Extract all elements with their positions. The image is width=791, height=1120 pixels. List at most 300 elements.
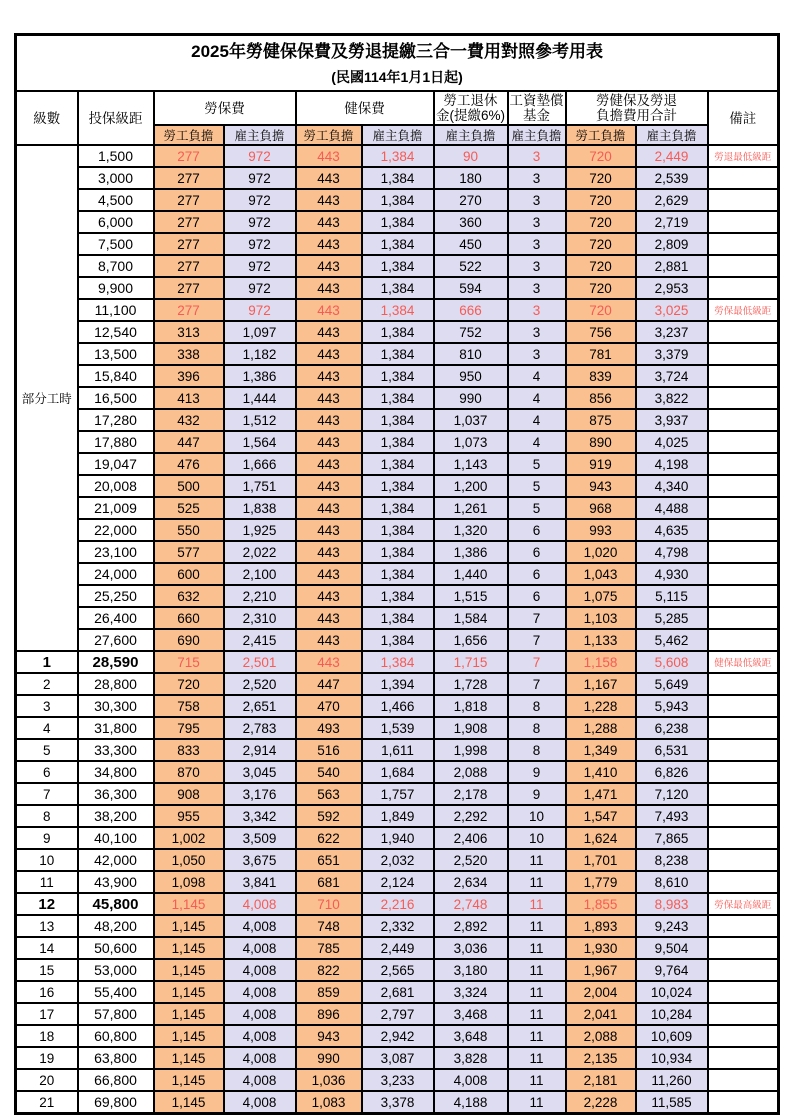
cell-pension-employer: 2,292 [434,805,508,827]
table-header [16,35,779,146]
cell-health-employer: 1,384 [362,299,434,321]
cell-labor-employer: 972 [224,233,296,255]
cell-bracket: 28,590 [78,651,154,673]
cell-total-employee: 720 [566,233,636,255]
cell-fund-employer: 4 [508,365,566,387]
cell-health-employee: 710 [296,893,362,915]
cell-labor-employee: 338 [154,343,224,365]
cell-remark [708,211,779,233]
cell-health-employer: 1,466 [362,695,434,717]
fee-table-sheet [14,33,777,1115]
cell-labor-employee: 758 [154,695,224,717]
cell-pension-employer: 180 [434,167,508,189]
cell-remark [708,233,779,255]
cell-pension-employer: 2,520 [434,849,508,871]
cell-labor-employee: 1,098 [154,871,224,893]
table-row [16,827,779,849]
cell-health-employer: 1,384 [362,211,434,233]
cell-labor-employee: 277 [154,233,224,255]
title-row [16,35,779,92]
cell-labor-employee: 550 [154,519,224,541]
cell-labor-employer: 3,176 [224,783,296,805]
cell-pension-employer: 1,998 [434,739,508,761]
cell-health-employer: 1,384 [362,387,434,409]
cell-health-employee: 443 [296,607,362,629]
cell-total-employer: 8,610 [636,871,708,893]
cell-total-employee: 839 [566,365,636,387]
cell-total-employer: 11,260 [636,1069,708,1091]
cell-pension-employer: 1,200 [434,475,508,497]
cell-labor-employee: 413 [154,387,224,409]
cell-bracket: 9,900 [78,277,154,299]
cell-bracket: 15,840 [78,365,154,387]
cell-health-employer: 1,539 [362,717,434,739]
cell-health-employer: 1,384 [362,321,434,343]
cell-remark [708,981,779,1003]
cell-health-employee: 443 [296,519,362,541]
table-row [16,189,779,211]
cell-health-employee: 443 [296,497,362,519]
cell-bracket: 26,400 [78,607,154,629]
table-row [16,519,779,541]
subheader-total-employer: 雇主負擔 [636,125,708,145]
cell-remark [708,387,779,409]
table-body [16,145,779,1114]
cell-health-employee: 443 [296,255,362,277]
cell-health-employer: 1,849 [362,805,434,827]
cell-labor-employer: 3,509 [224,827,296,849]
cell-health-employer: 1,384 [362,277,434,299]
table-row [16,321,779,343]
cell-pension-employer: 450 [434,233,508,255]
header-row-groups [16,91,779,125]
cell-health-employer: 2,681 [362,981,434,1003]
cell-health-employee: 1,083 [296,1091,362,1114]
subheader-labor-employer: 雇主負擔 [224,125,296,145]
cell-health-employer: 1,384 [362,145,434,167]
cell-remark [708,255,779,277]
col-header-level: 級數 [16,91,78,145]
cell-health-employer: 1,611 [362,739,434,761]
table-row [16,431,779,453]
cell-remark [708,629,779,651]
cell-fund-employer: 7 [508,607,566,629]
cell-fund-employer: 7 [508,629,566,651]
cell-health-employer: 1,384 [362,607,434,629]
cell-bracket: 6,000 [78,211,154,233]
cell-total-employee: 1,410 [566,761,636,783]
cell-total-employer: 3,379 [636,343,708,365]
cell-total-employee: 1,075 [566,585,636,607]
cell-pension-employer: 3,468 [434,1003,508,1025]
cell-total-employer: 9,764 [636,959,708,981]
cell-total-employee: 2,004 [566,981,636,1003]
cell-health-employee: 443 [296,277,362,299]
cell-level: 6 [16,761,78,783]
cell-total-employee: 1,103 [566,607,636,629]
cell-pension-employer: 2,088 [434,761,508,783]
cell-health-employer: 1,384 [362,365,434,387]
cell-total-employee: 1,020 [566,541,636,563]
cell-health-employer: 2,216 [362,893,434,915]
cell-health-employer: 1,384 [362,541,434,563]
table-row [16,651,779,673]
subheader-health-employee: 勞工負擔 [296,125,362,145]
cell-labor-employer: 972 [224,277,296,299]
cell-health-employee: 443 [296,409,362,431]
cell-labor-employer: 4,008 [224,981,296,1003]
cell-labor-employer: 2,210 [224,585,296,607]
cell-pension-employer: 2,634 [434,871,508,893]
cell-health-employee: 443 [296,585,362,607]
cell-total-employee: 1,349 [566,739,636,761]
cell-health-employee: 651 [296,849,362,871]
cell-health-employee: 443 [296,541,362,563]
cell-fund-employer: 3 [508,189,566,211]
cell-labor-employee: 1,145 [154,1047,224,1069]
cell-total-employee: 1,288 [566,717,636,739]
cell-fund-employer: 3 [508,321,566,343]
table-row [16,629,779,651]
cell-labor-employer: 972 [224,211,296,233]
cell-fund-employer: 5 [508,497,566,519]
cell-fund-employer: 5 [508,475,566,497]
cell-pension-employer: 594 [434,277,508,299]
cell-labor-employee: 720 [154,673,224,695]
cell-total-employee: 943 [566,475,636,497]
cell-labor-employee: 277 [154,189,224,211]
cell-total-employer: 2,809 [636,233,708,255]
cell-bracket: 42,000 [78,849,154,871]
cell-bracket: 34,800 [78,761,154,783]
cell-fund-employer: 10 [508,805,566,827]
table-row [16,585,779,607]
cell-total-employee: 1,547 [566,805,636,827]
cell-labor-employee: 1,145 [154,1069,224,1091]
cell-total-employee: 1,471 [566,783,636,805]
cell-labor-employee: 632 [154,585,224,607]
cell-labor-employer: 3,045 [224,761,296,783]
table-row [16,849,779,871]
cell-level: 18 [16,1025,78,1047]
cell-fund-employer: 11 [508,849,566,871]
cell-bracket: 31,800 [78,717,154,739]
cell-remark [708,871,779,893]
col-header-bracket: 投保級距 [78,91,154,145]
cell-fund-employer: 6 [508,585,566,607]
cell-health-employee: 990 [296,1047,362,1069]
cell-total-employer: 2,539 [636,167,708,189]
cell-remark [708,321,779,343]
cell-total-employer: 2,881 [636,255,708,277]
cell-level: 20 [16,1069,78,1091]
cell-total-employee: 1,701 [566,849,636,871]
cell-labor-employee: 690 [154,629,224,651]
cell-total-employer: 9,243 [636,915,708,937]
cell-pension-employer: 2,892 [434,915,508,937]
cell-total-employer: 5,462 [636,629,708,651]
cell-labor-employee: 277 [154,167,224,189]
cell-total-employee: 720 [566,145,636,167]
table-row [16,299,779,321]
cell-health-employer: 3,378 [362,1091,434,1114]
cell-fund-employer: 11 [508,871,566,893]
cell-health-employee: 822 [296,959,362,981]
cell-bracket: 40,100 [78,827,154,849]
cell-total-employer: 6,531 [636,739,708,761]
cell-fund-employer: 3 [508,299,566,321]
cell-remark [708,365,779,387]
cell-total-employee: 720 [566,211,636,233]
cell-bracket: 19,047 [78,453,154,475]
cell-health-employer: 2,797 [362,1003,434,1025]
table-row [16,695,779,717]
cell-total-employer: 4,025 [636,431,708,453]
cell-health-employee: 443 [296,299,362,321]
cell-health-employee: 443 [296,233,362,255]
cell-level: 7 [16,783,78,805]
cell-health-employer: 3,233 [362,1069,434,1091]
cell-total-employee: 2,088 [566,1025,636,1047]
cell-labor-employer: 4,008 [224,1069,296,1091]
cell-health-employer: 1,384 [362,519,434,541]
cell-health-employer: 2,032 [362,849,434,871]
cell-labor-employee: 600 [154,563,224,585]
cell-labor-employer: 972 [224,189,296,211]
cell-labor-employee: 447 [154,431,224,453]
cell-labor-employer: 2,022 [224,541,296,563]
table-row [16,387,779,409]
cell-total-employee: 1,158 [566,651,636,673]
table-row [16,475,779,497]
table-row [16,893,779,915]
table-row [16,1047,779,1069]
fund-line2: 基金 [523,108,550,123]
cell-labor-employer: 2,783 [224,717,296,739]
cell-remark [708,585,779,607]
cell-bracket: 13,500 [78,343,154,365]
cell-health-employee: 896 [296,1003,362,1025]
cell-pension-employer: 2,406 [434,827,508,849]
cell-health-employer: 1,384 [362,189,434,211]
cell-labor-employee: 1,145 [154,1025,224,1047]
cell-fund-employer: 5 [508,453,566,475]
cell-level: 12 [16,893,78,915]
table-row [16,167,779,189]
fee-table [14,33,780,1115]
cell-bracket: 43,900 [78,871,154,893]
cell-labor-employee: 476 [154,453,224,475]
cell-level: 1 [16,651,78,673]
cell-total-employer: 5,943 [636,695,708,717]
cell-health-employee: 785 [296,937,362,959]
cell-fund-employer: 11 [508,915,566,937]
cell-total-employee: 1,228 [566,695,636,717]
cell-total-employer: 7,120 [636,783,708,805]
cell-health-employee: 443 [296,629,362,651]
cell-health-employee: 592 [296,805,362,827]
cell-labor-employer: 2,501 [224,651,296,673]
cell-health-employee: 622 [296,827,362,849]
subheader-labor-employee: 勞工負擔 [154,125,224,145]
table-row [16,233,779,255]
cell-fund-employer: 11 [508,981,566,1003]
cell-labor-employer: 1,512 [224,409,296,431]
table-row [16,937,779,959]
table-row [16,607,779,629]
cell-labor-employer: 4,008 [224,1025,296,1047]
table-row [16,211,779,233]
cell-fund-employer: 11 [508,1047,566,1069]
cell-total-employer: 2,719 [636,211,708,233]
cell-bracket: 22,000 [78,519,154,541]
cell-health-employee: 681 [296,871,362,893]
cell-remark [708,673,779,695]
cell-total-employer: 5,285 [636,607,708,629]
cell-health-employer: 1,384 [362,453,434,475]
cell-remark [708,1025,779,1047]
cell-pension-employer: 90 [434,145,508,167]
table-row [16,453,779,475]
cell-labor-employer: 1,097 [224,321,296,343]
cell-bracket: 50,600 [78,937,154,959]
cell-bracket: 23,100 [78,541,154,563]
cell-labor-employee: 277 [154,255,224,277]
cell-labor-employer: 1,182 [224,343,296,365]
cell-level: 16 [16,981,78,1003]
page-subtitle: (民國114年1月1日起) [331,69,463,85]
cell-pension-employer: 1,261 [434,497,508,519]
cell-remark [708,453,779,475]
cell-remark [708,497,779,519]
cell-labor-employee: 715 [154,651,224,673]
cell-total-employee: 1,167 [566,673,636,695]
table-row [16,1069,779,1091]
cell-health-employee: 443 [296,167,362,189]
cell-health-employee: 563 [296,783,362,805]
cell-pension-employer: 4,008 [434,1069,508,1091]
cell-fund-employer: 3 [508,145,566,167]
cell-fund-employer: 8 [508,717,566,739]
cell-total-employer: 10,024 [636,981,708,1003]
cell-fund-employer: 6 [508,541,566,563]
cell-labor-employer: 4,008 [224,893,296,915]
cell-pension-employer: 1,037 [434,409,508,431]
cell-total-employee: 1,043 [566,563,636,585]
cell-labor-employee: 833 [154,739,224,761]
cell-remark [708,343,779,365]
cell-total-employee: 1,930 [566,937,636,959]
cell-total-employer: 4,635 [636,519,708,541]
cell-fund-employer: 4 [508,387,566,409]
cell-total-employee: 968 [566,497,636,519]
cell-health-employer: 2,332 [362,915,434,937]
cell-remark [708,1047,779,1069]
cell-total-employer: 5,608 [636,651,708,673]
cell-bracket: 48,200 [78,915,154,937]
cell-total-employee: 1,893 [566,915,636,937]
cell-health-employer: 1,384 [362,167,434,189]
cell-total-employee: 890 [566,431,636,453]
cell-labor-employer: 1,838 [224,497,296,519]
cell-total-employer: 9,504 [636,937,708,959]
cell-labor-employee: 432 [154,409,224,431]
table-row [16,563,779,585]
cell-total-employer: 3,937 [636,409,708,431]
cell-level: 9 [16,827,78,849]
cell-pension-employer: 1,143 [434,453,508,475]
cell-total-employee: 1,855 [566,893,636,915]
cell-pension-employer: 3,648 [434,1025,508,1047]
cell-labor-employer: 2,415 [224,629,296,651]
cell-total-employer: 7,865 [636,827,708,849]
cell-level: 13 [16,915,78,937]
cell-fund-employer: 3 [508,343,566,365]
cell-total-employer: 4,488 [636,497,708,519]
cell-labor-employer: 1,444 [224,387,296,409]
cell-total-employee: 1,967 [566,959,636,981]
cell-labor-employee: 795 [154,717,224,739]
cell-pension-employer: 3,828 [434,1047,508,1069]
cell-fund-employer: 11 [508,937,566,959]
cell-health-employee: 943 [296,1025,362,1047]
table-row [16,1003,779,1025]
cell-level: 10 [16,849,78,871]
cell-health-employee: 748 [296,915,362,937]
cell-total-employee: 2,135 [566,1047,636,1069]
cell-labor-employee: 870 [154,761,224,783]
cell-total-employer: 4,930 [636,563,708,585]
cell-labor-employee: 277 [154,211,224,233]
cell-labor-employer: 2,651 [224,695,296,717]
cell-health-employer: 1,384 [362,409,434,431]
cell-health-employer: 3,087 [362,1047,434,1069]
cell-fund-employer: 11 [508,1069,566,1091]
cell-total-employer: 4,340 [636,475,708,497]
cell-pension-employer: 1,515 [434,585,508,607]
cell-total-employer: 3,025 [636,299,708,321]
subheader-pension-employer: 雇主負擔 [434,125,508,145]
cell-fund-employer: 4 [508,431,566,453]
cell-remark [708,783,779,805]
cell-remark [708,805,779,827]
cell-total-employer: 5,649 [636,673,708,695]
cell-fund-employer: 11 [508,893,566,915]
cell-labor-employer: 2,310 [224,607,296,629]
cell-fund-employer: 11 [508,1025,566,1047]
cell-bracket: 63,800 [78,1047,154,1069]
cell-total-employer: 2,953 [636,277,708,299]
cell-labor-employer: 3,342 [224,805,296,827]
cell-health-employee: 516 [296,739,362,761]
cell-remark [708,167,779,189]
cell-pension-employer: 3,036 [434,937,508,959]
table-row [16,541,779,563]
table-row [16,343,779,365]
cell-total-employer: 4,198 [636,453,708,475]
cell-health-employee: 443 [296,475,362,497]
cell-remark [708,717,779,739]
table-row [16,959,779,981]
cell-remark: 勞退最低級距 [708,145,779,167]
col-header-pension [434,91,508,125]
cell-bracket: 38,200 [78,805,154,827]
cell-bracket: 55,400 [78,981,154,1003]
cell-fund-employer: 8 [508,695,566,717]
cell-pension-employer: 810 [434,343,508,365]
cell-fund-employer: 3 [508,233,566,255]
cell-labor-employee: 1,050 [154,849,224,871]
